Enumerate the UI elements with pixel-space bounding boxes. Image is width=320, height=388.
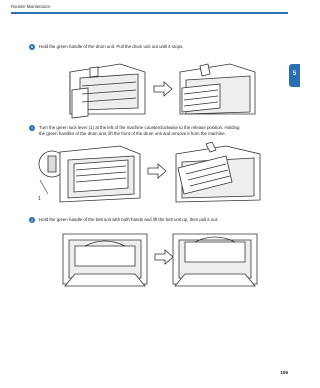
step-text-i	[39, 125, 239, 137]
step-text-h: Hold the green handle of the drum unit. Pull the drum unit out until it stops.	[39, 44, 184, 49]
printer-drawing-lock-lever	[39, 146, 140, 202]
arrow-right-icon	[148, 164, 166, 178]
printer-drawing-belt-lifted	[173, 234, 257, 286]
drum-pull-out-illustration	[50, 58, 260, 120]
step-number-j: j	[29, 217, 35, 223]
chapter-tab	[289, 64, 300, 87]
page-number: 106	[280, 370, 288, 375]
header-rule	[11, 12, 288, 14]
printer-drawing-after	[180, 64, 255, 114]
step-text-i-line-2: the green handles of the drum unit, lift the front of the drum unit and remove it from the machine.	[39, 131, 226, 136]
step-h	[29, 44, 289, 52]
step-j	[29, 217, 289, 225]
chapter-number: 5	[292, 71, 297, 77]
drum-removal-illustration	[30, 142, 270, 208]
step-text-j: Hold the green handle of the belt unit with both hands and lift the belt unit up, then pull it out.	[39, 217, 219, 222]
printer-drawing-drum-lifted	[176, 142, 260, 202]
step-text-i-line-1: Turn the green lock lever (1) at the left of the machine counterclockwise to the release position. Holding	[39, 125, 240, 130]
step-i	[29, 125, 289, 139]
callout-label-1: 1	[38, 196, 41, 202]
belt-removal-illustration	[55, 226, 265, 288]
arrow-right-icon	[154, 82, 172, 96]
step-number-i: i	[29, 125, 35, 131]
step-number-h: h	[30, 44, 34, 49]
printer-drawing-before	[70, 64, 145, 118]
printer-drawing-belt-before	[63, 234, 147, 286]
arrow-right-icon	[155, 250, 173, 264]
section-title: Routine Maintenance	[11, 4, 51, 9]
